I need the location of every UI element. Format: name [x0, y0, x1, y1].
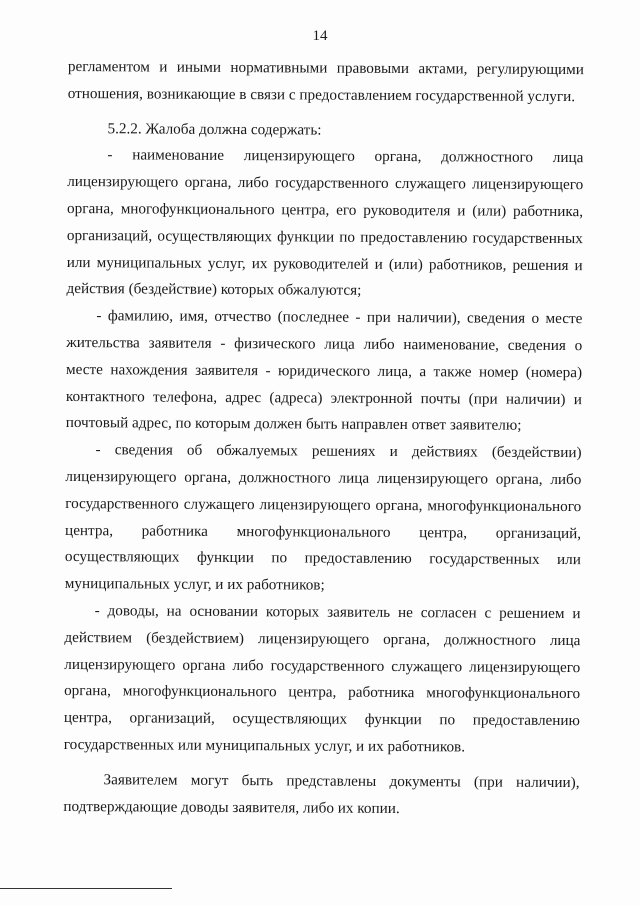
paragraph-closing: Заявителем могут быть представлены документы (при наличии), подтверждающие доводы заявителя, либо их копии. — [63, 770, 580, 817]
paragraph-intro: регламентом и иными нормативными правовыми актами, регулирующими отношения, возникающие в связи с предоставлением государственной услуги. — [67, 57, 584, 105]
paragraph-item-2: - фамилию, имя, отчество (последнее - при наличии), сведения о месте жительства заявителя - физического лица либо наименование, сведения о месте нахождения заявителя - юридического лица, а также номер (номера) контактного телефона, адрес (адреса) электронной почты (при наличии) и почтовый адрес, по которым должен быть направлен ответ заявителю; — [65, 307, 583, 435]
document-body — [63, 54, 584, 823]
paragraph-item-1: - наименование лицензирующего органа, должностного лица лицензирующего органа, либо государственного служащего лицензирующего органа, многофункционального центра, его руководителя и (или) работника, организаций, осуществляющих функции по предоставлению государственных или муниципальных услуг, их руководителей и (или) работников, решения и действия (бездействие) которых обжалуются; — [66, 146, 584, 300]
paragraph-item-4: - доводы, на основании которых заявитель не согласен с решением и действием (бездействием) лицензирующего органа, должностного лица лицензирующего органа либо государственного служащего лицензирующего органа, многофункционального центра, работника многофункционального центра, организаций, осуществляющих функции по предоставлению государственных или муниципальных услуг, и их работников. — [63, 602, 581, 756]
footnote-divider — [0, 888, 172, 889]
paragraph-item-3: - сведения об обжалуемых решениях и действиях (бездействии) лицензирующего органа, должностного лица лицензирующего органа, либо государственного служащего лицензирующего органа, многофункционального центра, работника многофункционального центра, организаций, осуществляющих функции по предоставлению государственных или муниципальных услуг, и их работников; — [64, 441, 582, 594]
paragraph-section-heading: 5.2.2. Жалоба должна содержать: — [107, 119, 322, 139]
page-number: 14 — [312, 28, 328, 44]
